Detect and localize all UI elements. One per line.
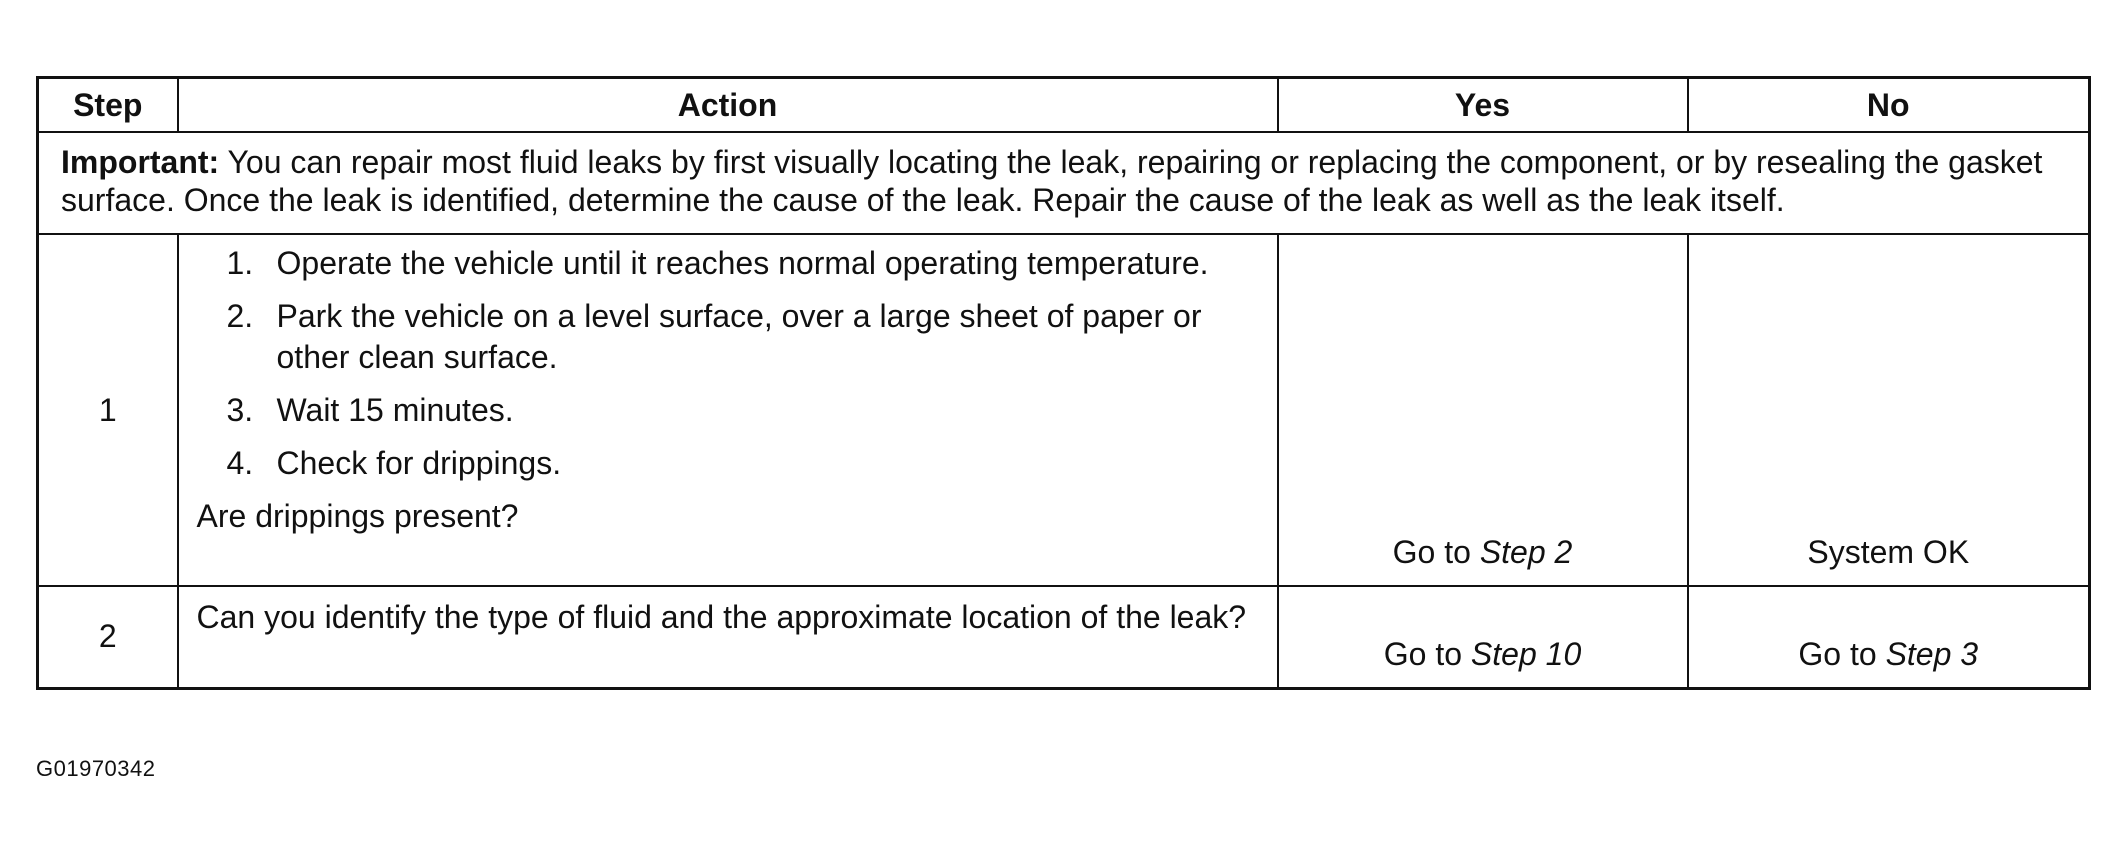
step-1-row [38, 234, 2090, 586]
important-note [38, 132, 2090, 234]
figure-id: G01970342 [36, 756, 156, 781]
step-2-yes-ref: Step 10 [1470, 635, 1582, 672]
important-label: Important: [61, 144, 220, 180]
step-2-number: 2 [38, 586, 178, 688]
header-action: Action [178, 78, 1278, 133]
step-1-substeps [197, 243, 1259, 484]
important-row [38, 132, 2090, 234]
step-1-no: System OK [1688, 234, 2090, 586]
substep-1: 1. Operate the vehicle until it reaches normal operating temperature. [226, 245, 1209, 281]
step-2-row [38, 586, 2090, 688]
substep-4: 4. Check for drippings. [226, 445, 562, 481]
step-1-number: 1 [38, 234, 178, 586]
step-1-yes: Go to Step 2 [1278, 234, 1688, 586]
step-2-action: Can you identify the type of fluid and the approximate location of the leak? [178, 586, 1278, 688]
header-row [38, 78, 2090, 133]
important-text: You can repair most fluid leaks by first visually locating the leak, repairing or replacing the component, or by resealing the gasket surface. Once the leak is identified, determine the cause of the leak. Repair the cause of the leak as well as the leak itself. [61, 144, 2043, 218]
step-1-question: Are drippings present? [196, 498, 519, 534]
substep-2: 2. Park the vehicle on a level surface, over a large sheet of paper or other clean surface. [226, 298, 1202, 375]
step-1-action [178, 234, 1278, 586]
substep-3: 3. Wait 15 minutes. [226, 392, 514, 428]
header-step: Step [38, 78, 178, 133]
step-2-no-ref: Step 3 [1885, 635, 1979, 672]
header-yes: Yes [1278, 78, 1688, 133]
step-2-yes: Go to Step 10 [1278, 586, 1688, 688]
step-2-no: Go to Step 3 [1688, 586, 2090, 688]
diagnostic-table [36, 76, 2091, 690]
header-no: No [1688, 78, 2090, 133]
step-1-yes-ref: Step 2 [1479, 534, 1573, 570]
